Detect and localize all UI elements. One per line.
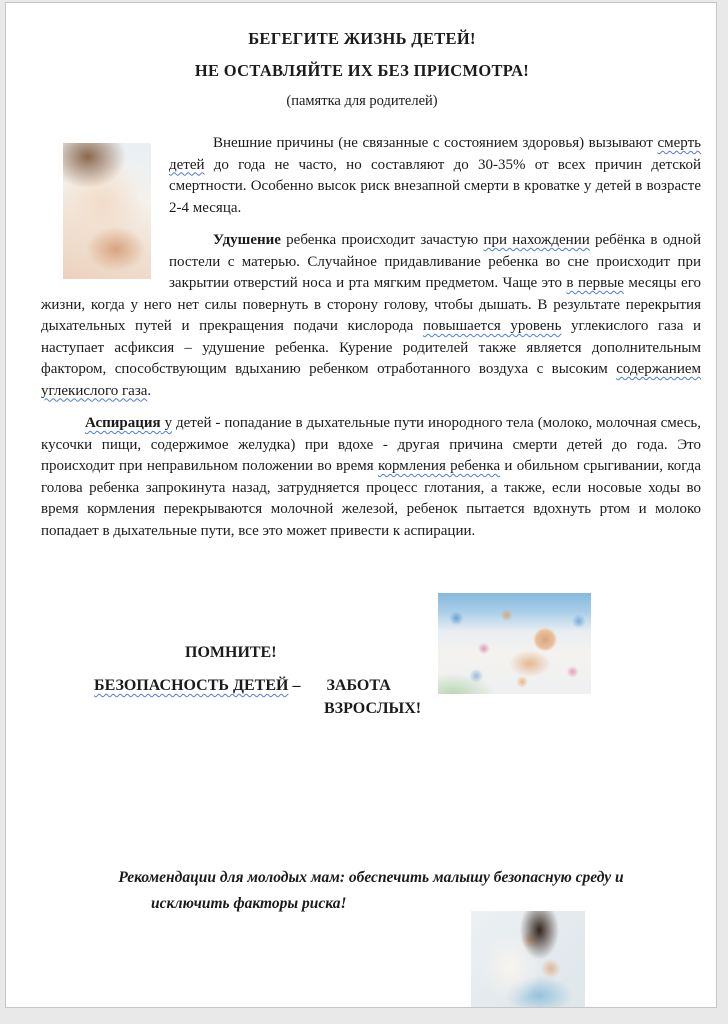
text-run: углекислого газа и наступает асфиксия – удушение ребенка. Курение родителей также является дополнительным фактором, способствующим вдыханию ребенком отработанного воздуха с высоким — [41, 318, 701, 377]
text-run: месяцы его жизни, когда у него нет силы повернуть в сторону голову, чтобы дышать. В результате перекрытия дыхательных путей и прекращения подачи кислорода — [41, 275, 701, 334]
text-run: до года не часто, но составляют до 30-35% от всех причин детской смертности. Особенно высок риск внезапной смерти в кроватке у детей в возрасте 2-4 месяца. — [169, 156, 701, 216]
text-run: кормления ребенка — [377, 458, 501, 474]
text-run: повышается уровень — [422, 318, 562, 334]
document-body — [41, 133, 701, 553]
reminder-title: ПОМНИТЕ! — [185, 644, 277, 661]
document-title-line1: БЕГЕГИТЕ ЖИЗНЬ ДЕТЕЙ! — [248, 29, 476, 48]
text-run: при нахождении — [483, 232, 590, 248]
photo-mother-bottle-feeding — [471, 911, 585, 1007]
recommendation-line1: Рекомендации для молодых мам: обеспечить малышу безопасную среду и — [118, 869, 624, 886]
text-run: в первые — [566, 275, 624, 291]
text-run: смерть детей — [169, 135, 701, 173]
paragraph-aspiration — [41, 413, 701, 542]
text-run: содержанием углекислого газа — [41, 361, 701, 399]
photo-mother-breastfeeding-baby — [63, 143, 151, 279]
text-run: . — [147, 382, 152, 399]
reminder-dash: – — [288, 677, 301, 694]
recommendation-line2: исключить факторы риска! — [151, 895, 347, 912]
reminder-care-text: ЗАБОТА — [326, 677, 391, 694]
text-run: Внешние причины (не связанные с состоянием здоровья) вызывают — [213, 135, 658, 151]
text-run: ребёнка в одной постели с матерью. Случайное придавливание ребенка во сне происходит при закрытии отверстий носа и рта мягким предметом. Чаще это — [169, 232, 701, 291]
reminder-adults-text: ВЗРОСЛЫХ! — [324, 700, 422, 717]
reminder-safety-line — [94, 677, 391, 695]
text-run: у — [160, 415, 173, 431]
photo-sleeping-newborn — [438, 593, 591, 694]
text-run: Аспирация — [85, 415, 161, 431]
document-page — [5, 2, 717, 1008]
text-run: и обильном срыгивании, когда голова ребенка запрокинута назад, затрудняется процесс глотания, а также, если носовые ходы во время кормления перекрываются молочной железой, ребенок пытается вдохнуть ртом и молоко попадает в дыхательные пути, все это может привести к аспирации. — [41, 458, 701, 539]
text-run: Удушение — [213, 232, 281, 248]
reminder-safety-text: БЕЗОПАСНОСТЬ ДЕТЕЙ — [94, 677, 289, 694]
document-title-line2: НЕ ОСТАВЛЯЙТЕ ИХ БЕЗ ПРИСМОТРА! — [194, 61, 530, 80]
text-run: ребенка происходит зачастую — [280, 232, 484, 248]
text-run: детей - попадание в дыхательные пути инородного тела (молоко, молочная смесь, кусочки пищи, содержимое желудка) при вдохе - другая причина смерти детей до года. Это происходит при неправильном положении во время — [41, 415, 702, 474]
document-subtitle: (памятка для родителей) — [286, 93, 438, 109]
